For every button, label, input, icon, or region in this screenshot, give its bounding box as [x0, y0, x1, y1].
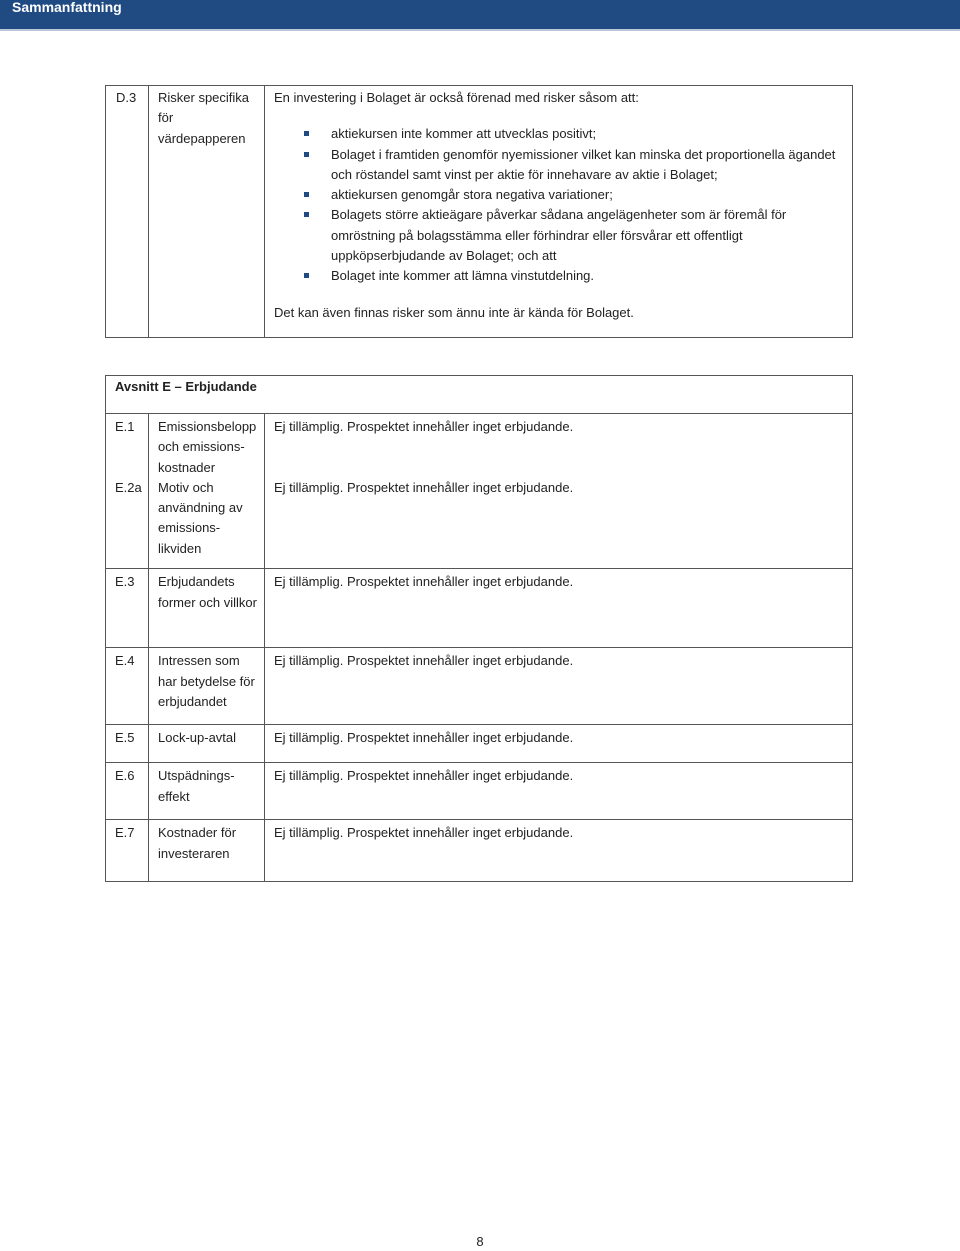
row-content: [265, 86, 853, 338]
row-text: Ej tillämplig. Prospektet innehåller inget erbjudande.: [265, 820, 853, 882]
table-row: [106, 725, 853, 763]
risk-intro: En investering i Bolaget är också förenad med risker såsom att:: [274, 90, 639, 105]
table-row: [106, 414, 853, 478]
table-row: [106, 569, 853, 648]
row-name: Lock-up-avtal: [149, 725, 265, 763]
page-number: 8: [476, 1234, 484, 1249]
risk-bullet-list: [274, 124, 844, 286]
row-id: E.5: [106, 725, 149, 763]
row-id: E.2a: [106, 478, 149, 569]
row-name: Erbjudandets former och villkor: [149, 569, 265, 648]
risk-closing: Det kan även finnas risker som ännu inte är kända för Bolaget.: [274, 304, 634, 320]
row-text: Ej tillämplig. Prospektet innehåller inget erbjudande.: [265, 414, 853, 478]
risk-bullet: aktiekursen inte kommer att utvecklas positivt;: [331, 124, 844, 144]
row-name: Motiv och användning av emissions-likviden: [149, 478, 265, 569]
risk-bullet: Bolaget i framtiden genomför nyemissioner vilket kan minska det proportionella ägandet och röstandel samt vinst per aktie för innehavare av aktie i Bolaget;: [331, 145, 844, 186]
row-id: E.3: [106, 569, 149, 648]
row-name: Risker specifika för värdepapperen: [149, 86, 265, 338]
risk-bullet: Bolaget inte kommer att lämna vinstutdelning.: [331, 266, 844, 286]
row-text: Ej tillämplig. Prospektet innehåller inget erbjudande.: [265, 725, 853, 763]
risk-bullet: Bolagets större aktieägare påverkar sådana angelägenheter som är föremål för omröstning på bolagsstämma eller förhindrar eller försvårar ett offentligt uppköpserbjudande av Bolaget; och att: [331, 205, 844, 266]
row-text: Ej tillämplig. Prospektet innehåller inget erbjudande.: [265, 478, 853, 569]
row-name: Kostnader för investeraren: [149, 820, 265, 882]
row-id: E.4: [106, 648, 149, 725]
row-id: D.3: [106, 86, 149, 338]
row-text: Ej tillämplig. Prospektet innehåller inget erbjudande.: [265, 569, 853, 648]
row-id: E.7: [106, 820, 149, 882]
row-id: E.6: [106, 763, 149, 820]
risk-table: [105, 85, 853, 338]
risk-row-d3: [106, 86, 853, 338]
row-name: Intressen som har betydelse för erbjudandet: [149, 648, 265, 725]
section-e-table: [105, 375, 853, 882]
risk-bullet: aktiekursen genomgår stora negativa variationer;: [331, 185, 844, 205]
table-row: [106, 648, 853, 725]
table-row: [106, 763, 853, 820]
row-text: Ej tillämplig. Prospektet innehåller inget erbjudande.: [265, 763, 853, 820]
row-id: E.1: [106, 414, 149, 478]
section-heading: Avsnitt E – Erbjudande: [106, 376, 853, 414]
table-row: [106, 478, 853, 569]
page-header: [0, 0, 960, 31]
table-row: [106, 820, 853, 882]
row-name: Utspädnings-effekt: [149, 763, 265, 820]
row-name: Emissionsbelopp och emissions-kostnader: [149, 414, 265, 478]
row-text: Ej tillämplig. Prospektet innehåller inget erbjudande.: [265, 648, 853, 725]
header-title: Sammanfattning: [12, 0, 122, 15]
